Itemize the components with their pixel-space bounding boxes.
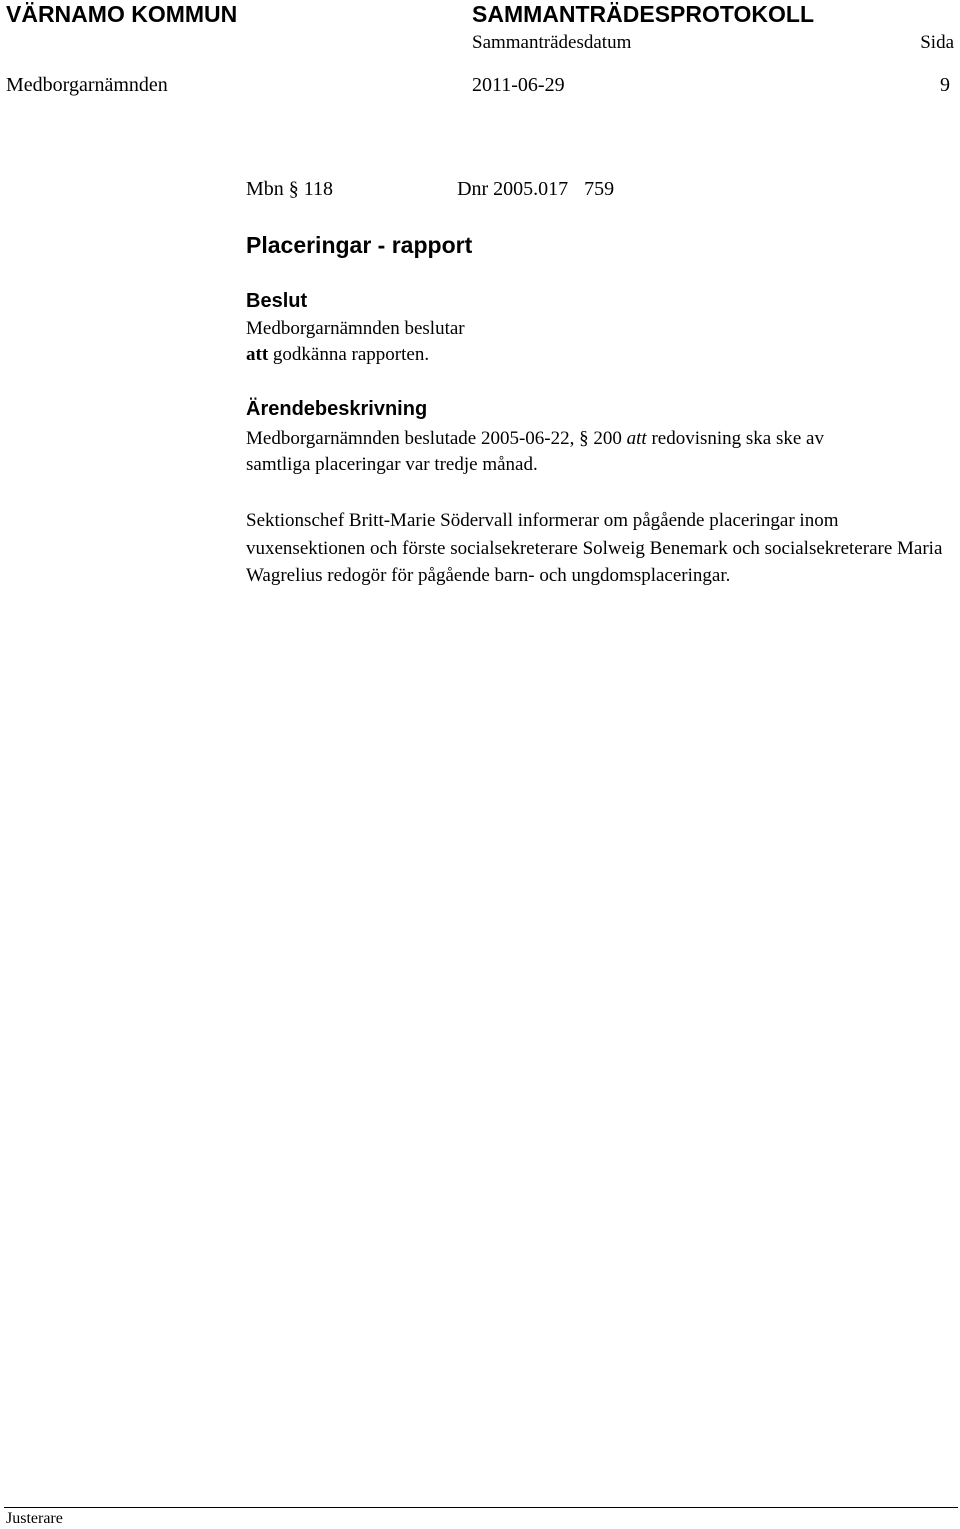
description-section-number: 200	[593, 428, 622, 449]
description-line1-end: redovisning ska ske av	[651, 428, 824, 449]
item-title: Placeringar - rapport	[246, 232, 473, 258]
description-line2: samtliga placeringar var tredje månad.	[246, 454, 538, 475]
decision-text-line1: Medborgarnämnden beslutar	[246, 318, 465, 339]
decision-heading: Beslut	[246, 290, 308, 312]
meeting-date: 2011-06-29	[472, 74, 565, 96]
case-reference	[246, 178, 614, 201]
meeting-date-label: Sammanträdesdatum	[472, 32, 632, 53]
section-number: 118	[303, 178, 334, 200]
description-line1-start: Medborgarnämnden beslutade 2005-06-22,	[246, 428, 575, 449]
mbn-prefix: Mbn	[246, 178, 284, 200]
description-att-word: att	[626, 428, 647, 449]
section-symbol: §	[288, 178, 299, 200]
dnr-number: 759	[584, 178, 615, 200]
organization-name: VÄRNAMO KOMMUN	[6, 1, 238, 27]
description-heading: Ärendebeskrivning	[246, 398, 428, 420]
information-paragraph: Sektionschef Britt-Marie Södervall informerar om pågående placeringar inom vuxensektionen och förste socialsekreterare Solweig Benemark och socialsekreterare Maria Wagrelius redogör för pågående barn- och ungdomsplaceringar.	[246, 510, 943, 586]
decision-text-line2	[246, 344, 429, 366]
decision-text-rest: godkänna rapporten.	[272, 344, 430, 365]
description-section-symbol: §	[579, 428, 589, 449]
description-line1	[246, 428, 824, 450]
committee-name: Medborgarnämnden	[6, 74, 168, 96]
footer-divider	[4, 1507, 958, 1508]
dnr-code: 2005.017	[493, 178, 569, 200]
page-number: 9	[940, 74, 950, 96]
signer-label: Justerare	[6, 1510, 63, 1527]
decision-att-word: att	[246, 344, 269, 365]
document-type: SAMMANTRÄDESPROTOKOLL	[472, 1, 815, 27]
page-label: Sida	[920, 32, 954, 53]
dnr-label: Dnr	[457, 178, 489, 200]
